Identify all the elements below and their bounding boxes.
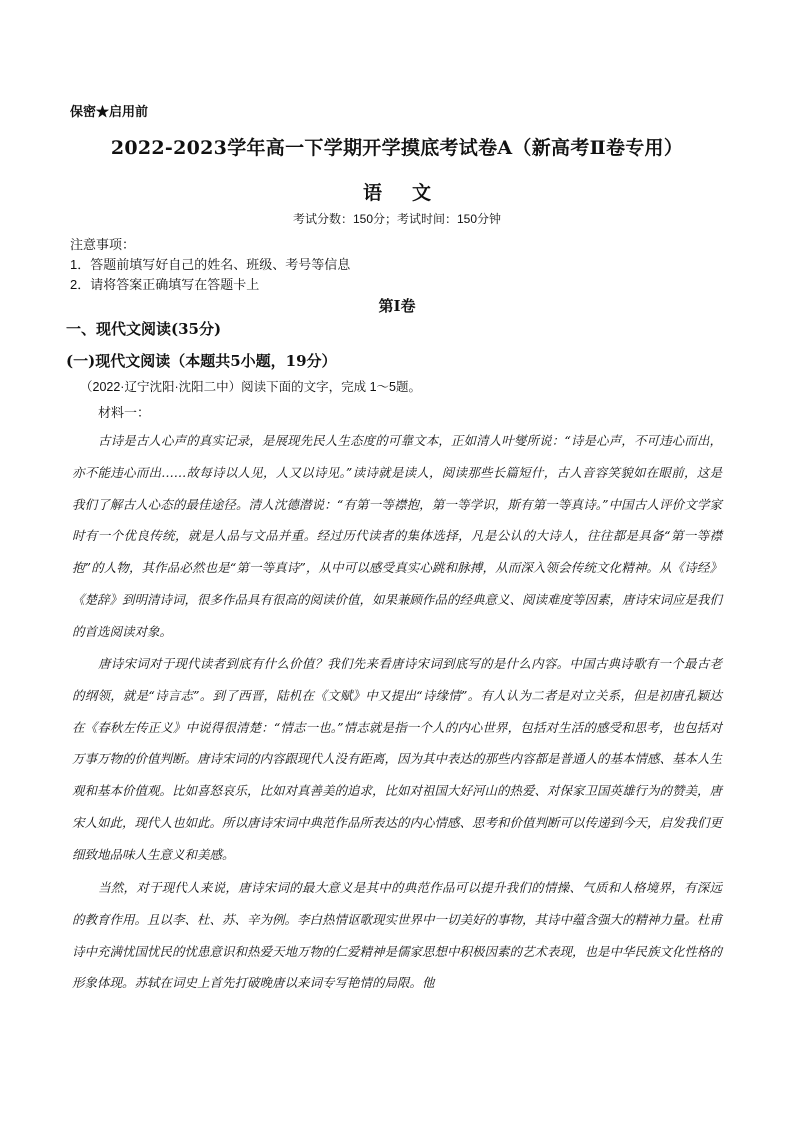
notice-item-1: 1．答题前填写好自己的姓名、班级、考号等信息 xyxy=(70,257,351,272)
question-source: （2022·辽宁沈阳·沈阳二中）阅读下面的文字，完成 1～5题。 xyxy=(80,380,422,394)
passage-paragraph-1: 古诗是古人心声的真实记录，是展现先民人生态度的可靠文本，正如清人叶燮所说：“诗是心声，不可违心而出，亦不能违心而出……故每诗以人见，人又以诗见。”读诗就是读人，阅读那些长篇短什，古人音容笑貌如在眼前，这是我们了解古人心态的最佳途径。清人沈德潜说：“有第一等襟抱，第一等学识，斯有第一等真诗。”中国古人评价文学家时有一个优良传统，就是人品与文品并重。经过历代读者的集体选择，凡是公认的大诗人，往往都是具备“第一等襟抱”的人物，其作品必然也是“第一等真诗”，从中可以感受真实心跳和脉搏，从而深入领会传统文化精神。从《诗经》《楚辞》到明清诗词，很多作品具有很高的阅读价值，如果兼顾作品的经典意义、阅读难度等因素，唐诗宋词应是我们的首选阅读对象。 xyxy=(72,433,723,639)
confidential-label: 保密★启用前 xyxy=(70,105,149,120)
material-label: 材料一： xyxy=(98,406,151,421)
passage-paragraph-2: 唐诗宋词对于现代读者到底有什么价值？我们先来看唐诗宋词到底写的是什么内容。中国古典诗歌有一个最古老的纲领，就是“诗言志”。到了西晋，陆机在《文赋》中又提出“诗缘情”。有人认为二者是对立关系，但是初唐孔颖达在《春秋左传正义》中说得很清楚：“情志一也。”情志就是指一个人的内心世界，包括对生活的感受和思考，也包括对万事万物的价值判断。唐诗宋词的内容跟现代人没有距离，因为其中表达的那些内容都是普通人的基本情感、基本人生观和基本价值观。比如喜怒哀乐，比如对真善美的追求，比如对祖国大好河山的热爱、对保家卫国英雄行为的赞美，唐宋人如此，现代人也如此。所以唐诗宋词中典范作品所表达的内心情感、思考和价值判断可以传递到今天，启发我们更细致地品味人生意义和美感。 xyxy=(72,656,723,862)
passage-paragraph-3: 当然，对于现代人来说，唐诗宋词的最大意义是其中的典范作品可以提升我们的情操、气质和人格境界，有深远的教育作用。且以李、杜、苏、辛为例。李白热情讴歌现实世界中一切美好的事物，其诗中蕴含强大的精神力量。杜甫诗中充满忧国忧民的忧患意识和热爱天地万物的仁爱精神是儒家思想中积极因素的艺术表现，也是中华民族文化性格的形象体现。苏轼在词史上首先打破晚唐以来词专写艳情的局限。他 xyxy=(72,880,723,991)
exam-title: 2022-2023学年高一下学期开学摸底考试卷A（新高考Ⅱ卷专用） xyxy=(110,137,684,159)
exam-info: 考试分数：150分；考试时间：150分钟 xyxy=(292,212,502,226)
subject-title xyxy=(0,178,794,205)
subject-text: 语文 xyxy=(362,182,461,204)
subsection-title: (一)现代文阅读（本题共5小题，19分） xyxy=(66,352,337,370)
volume-title: 第I卷 xyxy=(378,297,416,315)
notice-item-2: 2．请将答案正确填写在答题卡上 xyxy=(70,277,260,292)
section-title: 一、现代文阅读(35分) xyxy=(66,320,222,338)
notice-title: 注意事项： xyxy=(70,237,136,252)
